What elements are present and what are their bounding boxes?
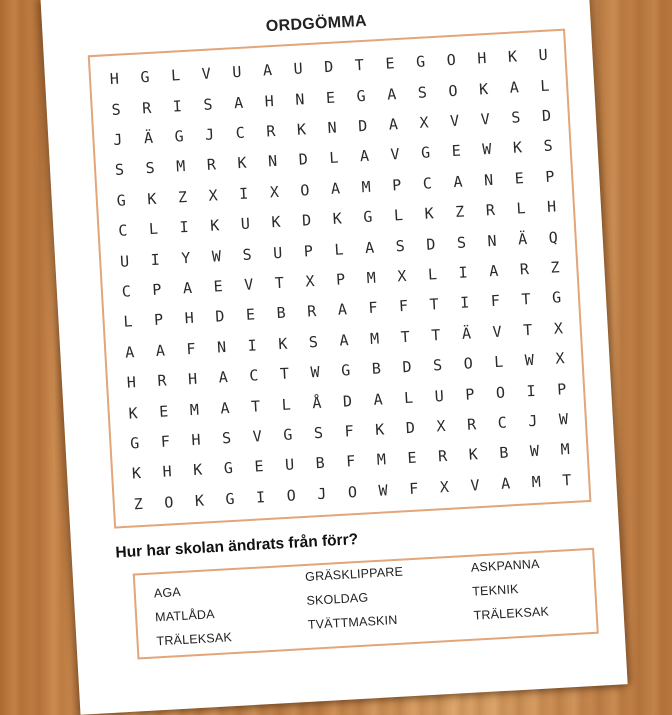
grid-letter: K	[507, 47, 518, 67]
grid-letter: A	[155, 341, 166, 360]
grid-letter: V	[449, 111, 460, 131]
grid-letter: E	[245, 305, 256, 325]
grid-letter: A	[182, 278, 193, 298]
grid-letter: T	[522, 320, 533, 340]
grid-letter: B	[276, 304, 287, 323]
grid-letter: L	[170, 66, 181, 85]
grid-letter: G	[223, 459, 234, 478]
grid-letter: K	[146, 189, 157, 208]
grid-letter: A	[218, 368, 229, 387]
grid-letter: B	[498, 443, 509, 463]
grid-letter: X	[304, 271, 316, 291]
grid-letter: F	[398, 297, 409, 316]
grid-letter: G	[356, 86, 367, 105]
grid-letter: X	[439, 477, 450, 497]
grid-letter: I	[247, 336, 258, 355]
grid-letter: N	[327, 118, 338, 137]
grid-letter: O	[286, 486, 297, 505]
grid-letter: J	[204, 125, 215, 144]
word-list-heading: Hur har skolan ändrats från förr?	[115, 530, 359, 562]
grid-letter: S	[456, 233, 467, 252]
grid-letter: A	[452, 172, 464, 191]
grid-letter: K	[236, 154, 247, 173]
grid-letter: V	[201, 64, 212, 84]
grid-letter: G	[140, 68, 151, 87]
grid-letter: K	[478, 79, 489, 99]
grid-letter: Z	[133, 494, 144, 514]
grid-letter: E	[213, 277, 224, 296]
grid-letter: V	[469, 475, 480, 495]
grid-letter: C	[248, 366, 259, 385]
grid-letter: P	[391, 175, 402, 195]
grid-letter: I	[150, 250, 161, 269]
grid-letter: N	[487, 231, 498, 250]
grid-letter: W	[378, 481, 389, 500]
grid-letter: R	[485, 201, 496, 220]
grid-letter: I	[238, 184, 249, 203]
grid-letter: H	[264, 91, 275, 111]
grid-letter: C	[121, 282, 132, 301]
grid-letter: S	[114, 160, 125, 180]
grid-letter: L	[122, 312, 134, 332]
grid-letter: J	[527, 411, 538, 431]
grid-letter: P	[151, 280, 162, 300]
grid-letter: F	[345, 452, 356, 471]
grid-letter: T	[400, 327, 411, 347]
grid-letter: N	[267, 152, 278, 171]
grid-letter: U	[538, 45, 549, 65]
grid-letter: I	[255, 487, 266, 507]
grid-letter: R	[466, 415, 477, 434]
grid-letter: T	[354, 56, 365, 75]
word-search-frame	[88, 29, 592, 529]
grid-letter: L	[539, 76, 550, 95]
grid-letter: X	[553, 319, 564, 338]
grid-letter: P	[335, 270, 346, 289]
grid-letter: P	[153, 310, 164, 330]
grid-letter: S	[221, 428, 232, 448]
grid-letter: S	[202, 95, 213, 114]
grid-letter: H	[109, 69, 120, 89]
grid-letter: E	[325, 88, 336, 107]
grid-letter: W	[558, 410, 569, 429]
grid-letter: A	[219, 398, 230, 418]
grid-letter: L	[427, 265, 438, 284]
grid-letter: X	[418, 113, 430, 132]
grid-letter: K	[374, 420, 385, 439]
grid-letter: J	[112, 130, 123, 149]
grid-letter: H	[187, 369, 198, 389]
grid-letter: E	[514, 168, 525, 188]
grid-letter: X	[435, 416, 446, 436]
grid-letter: I	[179, 218, 190, 237]
grid-letter: V	[480, 109, 491, 129]
grid-letter: Ä	[461, 324, 472, 343]
grid-letter: X	[555, 349, 566, 368]
grid-letter: H	[191, 430, 202, 450]
grid-letter: U	[293, 59, 304, 79]
grid-letter: C	[235, 123, 246, 143]
grid-letter: C	[117, 221, 128, 241]
grid-letter: V	[390, 145, 401, 164]
word-list-box	[133, 548, 599, 660]
grid-letter: A	[500, 474, 511, 493]
grid-letter: R	[265, 121, 276, 141]
grid-letter: L	[328, 148, 339, 168]
grid-letter: K	[512, 138, 523, 158]
grid-letter: N	[483, 170, 494, 190]
grid-letter: A	[124, 342, 135, 362]
grid-letter: D	[405, 418, 416, 438]
grid-letter: P	[556, 379, 567, 399]
word-item: TRÄLEKSAK	[473, 604, 550, 623]
grid-letter: O	[495, 383, 506, 402]
grid-letter: A	[330, 179, 341, 198]
grid-letter: W	[481, 140, 492, 159]
grid-letter: D	[357, 116, 368, 136]
grid-letter: M	[175, 157, 186, 176]
grid-letter: P	[303, 241, 314, 261]
grid-letter: D	[541, 106, 552, 126]
grid-letter: A	[488, 261, 499, 281]
grid-letter: T	[561, 470, 572, 490]
grid-letter: R	[156, 371, 168, 391]
word-list-column-3	[471, 557, 550, 623]
grid-letter: Y	[180, 248, 191, 267]
grid-letter: T	[250, 396, 261, 416]
grid-letter: T	[521, 290, 532, 309]
grid-letter: I	[172, 96, 183, 116]
grid-letter: Z	[549, 258, 560, 277]
grid-letter: V	[492, 322, 503, 341]
grid-letter: D	[301, 211, 312, 230]
word-item: TVÄTTMASKIN	[307, 612, 398, 632]
grid-letter: K	[296, 120, 307, 139]
grid-letter: H	[162, 462, 173, 482]
grid-letter: E	[407, 448, 418, 468]
grid-letter: S	[242, 245, 253, 264]
grid-letter: S	[145, 159, 156, 178]
grid-letter: U	[240, 214, 251, 234]
grid-letter: D	[298, 150, 309, 170]
grid-letter: E	[384, 54, 395, 73]
grid-letter: B	[371, 359, 382, 379]
grid-letter: R	[437, 447, 448, 466]
grid-letter: C	[422, 174, 433, 193]
grid-letter: M	[366, 268, 377, 288]
grid-letter: M	[376, 450, 387, 470]
grid-letter: L	[148, 219, 159, 239]
grid-letter: F	[367, 298, 378, 318]
grid-letter: N	[294, 89, 305, 109]
grid-letter: K	[209, 216, 220, 235]
grid-letter: Ä	[517, 229, 528, 249]
grid-letter: X	[269, 182, 280, 202]
grid-letter: A	[337, 300, 348, 320]
grid-letter: T	[279, 364, 290, 384]
grid-letter: A	[339, 330, 350, 350]
grid-letter: O	[463, 354, 474, 373]
grid-letter: A	[233, 93, 244, 112]
grid-letter: M	[189, 400, 200, 419]
grid-letter: U	[434, 386, 445, 406]
grid-letter: G	[551, 288, 562, 308]
word-item: TRÄLEKSAK	[156, 630, 233, 649]
grid-letter: K	[128, 403, 139, 423]
grid-letter: Å	[311, 393, 322, 412]
grid-letter: O	[446, 50, 457, 70]
grid-letter: U	[231, 62, 242, 82]
worksheet-paper	[40, 0, 627, 715]
grid-letter: F	[185, 339, 196, 359]
grid-letter: I	[458, 263, 469, 282]
grid-letter: S	[395, 236, 406, 255]
grid-letter: O	[347, 482, 358, 502]
grid-letter: A	[388, 115, 399, 134]
grid-letter: H	[546, 197, 557, 217]
grid-letter: S	[543, 136, 554, 156]
grid-letter: F	[490, 292, 501, 311]
grid-letter: L	[393, 206, 404, 225]
grid-letter: X	[396, 266, 407, 286]
grid-letter: B	[315, 454, 326, 473]
grid-letter: A	[386, 84, 397, 104]
grid-letter: W	[310, 363, 321, 382]
grid-letter: S	[417, 83, 428, 102]
grid-letter: A	[509, 77, 520, 97]
grid-letter: E	[158, 401, 169, 421]
grid-letter: A	[364, 238, 375, 257]
grid-letter: F	[344, 422, 355, 441]
grid-letter: S	[111, 100, 122, 119]
grid-letter: G	[174, 127, 185, 146]
word-item: MATLÅDA	[154, 607, 216, 625]
grid-letter: K	[332, 209, 343, 229]
grid-letter: Q	[548, 227, 559, 247]
grid-letter: T	[274, 273, 285, 293]
grid-letter: A	[262, 61, 273, 80]
grid-letter: K	[277, 334, 288, 353]
grid-letter: H	[184, 309, 195, 328]
grid-letter: F	[408, 479, 419, 498]
grid-letter: L	[403, 388, 414, 407]
grid-letter: O	[447, 81, 458, 100]
word-list-column-2	[305, 565, 406, 632]
grid-letter: K	[192, 460, 203, 480]
grid-letter: L	[333, 239, 344, 259]
grid-letter: O	[163, 493, 174, 512]
grid-letter: D	[323, 57, 334, 77]
grid-letter: F	[160, 432, 171, 451]
grid-letter: V	[243, 275, 254, 294]
grid-letter: E	[253, 457, 264, 477]
grid-letter: S	[432, 356, 443, 375]
worksheet-title: ORDGÖMMA	[265, 12, 368, 36]
grid-letter: M	[531, 472, 542, 491]
grid-letter: N	[216, 337, 227, 357]
grid-letter: C	[497, 413, 508, 432]
grid-letter: K	[468, 445, 479, 465]
grid-letter: W	[529, 442, 540, 461]
grid-letter: H	[476, 49, 487, 68]
grid-letter: W	[524, 351, 535, 370]
grid-letter: T	[429, 295, 440, 314]
grid-letter: E	[451, 142, 462, 161]
grid-letter: P	[544, 167, 555, 186]
grid-letter: J	[316, 484, 327, 503]
grid-letter: R	[306, 302, 317, 321]
grid-letter: M	[560, 440, 571, 459]
grid-letter: Z	[177, 187, 188, 207]
grid-letter: Ä	[143, 128, 154, 148]
grid-letter: U	[272, 243, 283, 262]
grid-letter: I	[459, 293, 470, 313]
grid-letter: G	[225, 489, 236, 509]
grid-letter: P	[464, 384, 475, 404]
grid-letter: U	[284, 455, 295, 475]
grid-letter: S	[308, 332, 319, 352]
grid-letter: M	[361, 177, 372, 196]
grid-letter: U	[119, 251, 130, 271]
word-item: SKOLDAG	[306, 590, 369, 608]
word-search-grid	[98, 39, 583, 520]
grid-letter: D	[401, 357, 412, 377]
grid-letter: G	[116, 191, 127, 210]
grid-letter: R	[141, 98, 152, 117]
grid-letter: A	[359, 147, 370, 166]
word-item: GRÄSKLIPPARE	[304, 564, 404, 584]
grid-letter: G	[282, 425, 293, 444]
grid-letter: W	[211, 246, 222, 266]
grid-letter: L	[493, 352, 504, 372]
grid-letter: H	[126, 373, 137, 392]
grid-letter: M	[369, 329, 380, 348]
grid-letter: V	[252, 427, 263, 446]
grid-letter: G	[420, 143, 431, 163]
grid-letter: L	[281, 395, 292, 414]
word-item: TEKNIK	[471, 582, 519, 599]
grid-letter: S	[510, 108, 521, 127]
grid-letter: R	[206, 155, 217, 175]
grid-letter: Z	[454, 202, 465, 222]
grid-letter: T	[430, 325, 441, 345]
word-list-column-1	[153, 582, 232, 648]
grid-letter: A	[373, 389, 384, 409]
grid-letter: G	[340, 361, 351, 380]
word-item: ASKPANNA	[470, 556, 540, 575]
grid-letter: D	[214, 307, 225, 326]
grid-letter: K	[270, 213, 282, 232]
grid-letter: R	[519, 260, 530, 279]
grid-letter: O	[299, 180, 310, 200]
grid-letter: L	[515, 199, 526, 218]
grid-letter: G	[129, 434, 140, 453]
grid-letter: X	[208, 186, 219, 205]
word-item: AGA	[153, 584, 182, 601]
grid-letter: S	[313, 423, 324, 443]
grid-letter: G	[415, 52, 426, 72]
grid-letter: D	[425, 234, 436, 254]
grid-letter: I	[526, 381, 537, 400]
grid-letter: D	[342, 391, 353, 411]
grid-letter: K	[424, 204, 435, 223]
grid-letter: K	[194, 491, 205, 510]
grid-letter: G	[362, 207, 373, 227]
grid-letter: K	[131, 464, 142, 483]
